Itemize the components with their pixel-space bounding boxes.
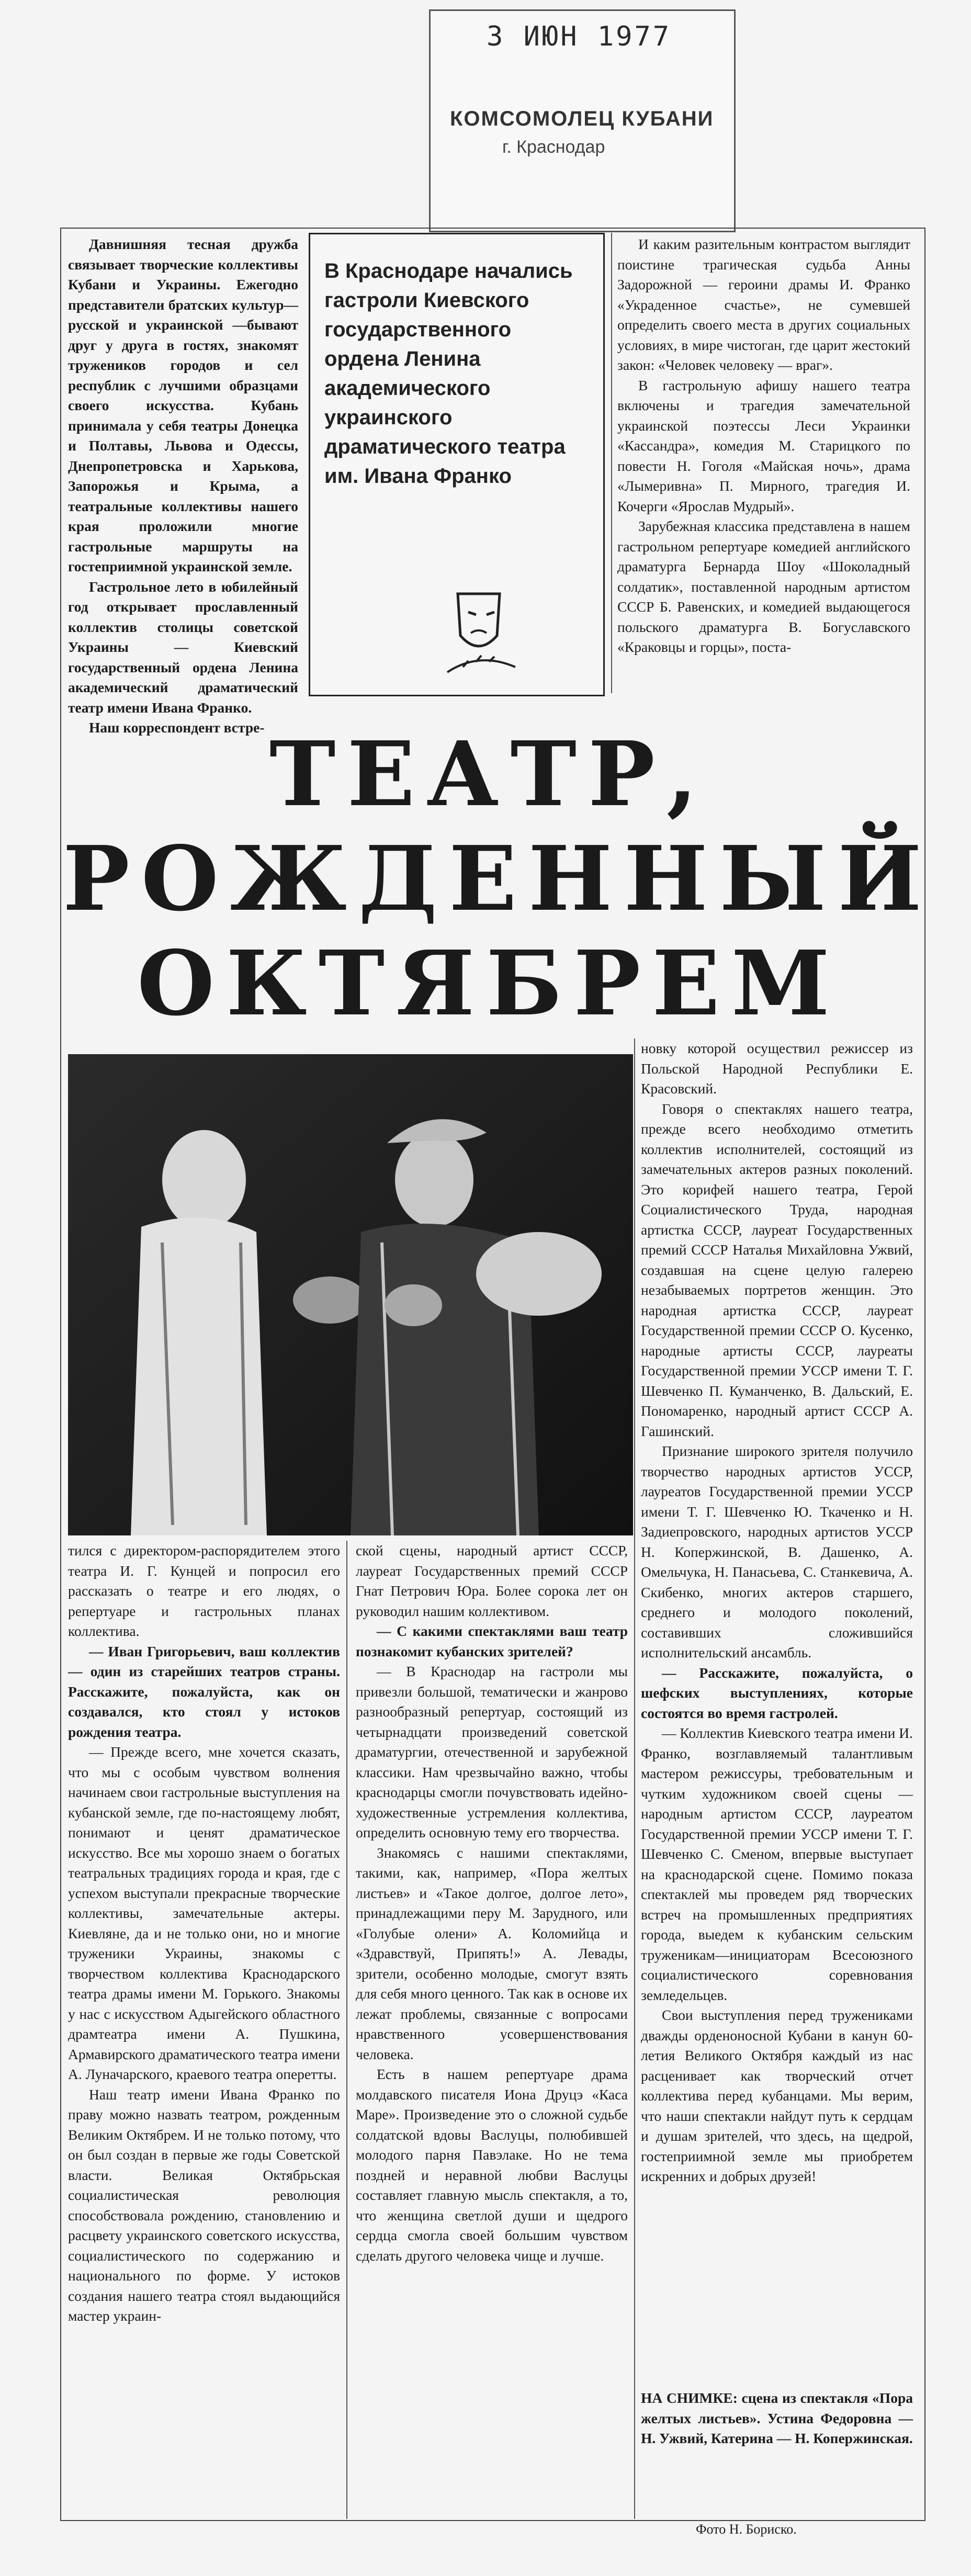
stamp-newspaper-name: КОМСОМОЛЕЦ КУБАНИ	[450, 107, 714, 130]
intro-paragraph: Давнишняя тесная дружба связывает творческие коллективы Кубани и Украины. Ежегодно представители братских культур—русской и украинской —бывают друг у друга в гостях, знакомят тружеников городов и сел республик с лучшими образцами своего искусства. Кубань принимала у себя театры Донецка и Полтавы, Львова и Одессы, Днепропетровска и Харькова, Запорожья и Крыма, а театральные коллективы нашего края проложили многие гастрольные маршруты на гостеприимной украинской земле.	[68, 236, 298, 574]
interview-question: — Иван Григорьевич, ваш коллектив — один из старейших театров страны. Расскажите, пожалуйста, как он создавался, кто стоял у истоков рождения театра.	[68, 1643, 340, 1740]
stamp-date: 3 ИЮН 1977	[487, 21, 672, 52]
headline	[63, 722, 933, 1036]
photo-caption: НА СНИМКЕ: сцена из спектакля «Пора желтых листьев». Устина Федоровна — Н. Ужвий, Катерина — Н. Копержинская.	[641, 2390, 913, 2446]
interview-question: — С какими спектаклями ваш театр познакомит кубанских зрителей?	[356, 1623, 628, 1659]
body-paragraph: — Коллектив Киевского театра имени И. Франко, возглавляемый талантливым мастером режиссуры, требовательным и чутким художником своей сцены — народным артистом СССР, лауреатом Государственной премии УССР имени Т. Г. Шевченко С. Сменом, впервые выступает на краснодарской сцене. Помимо показа спектаклей мы проведем ряд творческих встреч на промышленных предприятиях города, выедем к кубанским сельским труженикам—инициаторам Всесоюзного социалистического соревнования земледельцев.	[641, 1725, 913, 2003]
left-column	[68, 1541, 340, 2326]
body-paragraph: — Прежде всего, мне хочется сказать, что мы с особым чувством волнения начинаем свои гастрольные выступления на кубанской земле, где по-настоящему любят, понимают и ценят драматическое искусство. Все мы хорошо знаем о богатых театральных традициях города и края, где с успехом выступали прекрасные творческие коллективы, замечательные актеры. Киевляне, да и не только они, но и многие труженики Украины, знакомы с творчеством коллектива Краснодарского театра драмы имени М. Горького. Знакомы у нас с искусством Адыгейского областного драмтеатра имени А. Пушкина, Армавирского драматического театра имени А. Луначарского, краевого театра оперетты.	[68, 1744, 340, 2082]
body-paragraph: Зарубежная классика представлена в нашем гастрольном репертуаре комедией английского драматурга Бернарда Шоу «Шоколадный солдатик», поставленной народным артистом СССР Б. Равенских, и комедией выдающегося польского драматурга В. Богуславского «Краковцы и горцы», поста-	[617, 518, 910, 655]
theatre-mask-emblem	[437, 589, 521, 683]
headline-line: ТЕАТР,	[269, 722, 709, 827]
right-column	[641, 1038, 913, 2187]
announcement-heading: В Краснодаре начались гастроли Киевского государственного ордена Ленина академического украинского драматического театра им. Ивана Франко	[324, 259, 573, 488]
column-divider	[634, 1038, 635, 2519]
intro-paragraph: Гастрольное лето в юбилейный год открывает прославленный коллектив столицы советской Украины — Киевский государственный ордена Ленина академический драматический театр имени Ивана Франко.	[68, 578, 298, 716]
body-paragraph: Есть в нашем репертуаре драма молдавского писателя Иона Друцэ «Каса Маре». Произведение это о сложной судьбе солдатской вдовы Васлуцы, полюбившей молодого парня Павэлаке. Но не тема поздней и неравной любви Васлуцы составляет главную мысль спектакля, а то, что женщина светлой души и щедрого сердца смогла своей большим чувством сделать другого человека чище и лучше.	[356, 2066, 628, 2264]
body-paragraph: Свои выступления перед тружениками дважды орденоносной Кубани в канун 60-летия Великого Октября каждый из нас расценивает как творческий отчет коллектива перед кубанцами. Мы верим, что наши спектакли найдут путь к сердцам и душам зрителей, что здесь, на щедрой, гостеприимной земле мы приобретем искренних и добрых друзей!	[641, 2007, 913, 2184]
body-paragraph: В гастрольную афишу нашего театра включены и трагедия замечательной украинской поэтессы Леси Украинки «Кассандра», комедия М. Старицкого по повести Н. Гоголя «Майская ночь», драма «Лымеривна» П. Мирного, трагедия И. Кочерги «Ярослав Мудрый».	[617, 377, 910, 514]
body-paragraph: Признание широкого зрителя получило творчество народных артистов УССР, лауреатов Государственной премии УССР имени Т. Г. Шевченко Ю. Ткаченко и Н. Задиепровского, народных артистов УССР Н. Копержинской, В. Дашенко, А. Омельчука, Н. Панасьева, С. Станкевича, А. Скибенко, многих актеров старшего, среднего и молодого поколений, составивших сложившийся исполнительский ансамбль.	[641, 1443, 913, 1660]
headline-line: ОКТЯБРЕМ	[137, 931, 841, 1036]
body-paragraph: Наш театр имени Ивана Франко по праву можно назвать театром, рожденным Великим Октябрем. И не только потому, что он был создан в первые же годы Советской власти. Великая Октябрьская социалистическая революция способствовала рождению, становлению и расцвету украинского советского искусства, социалистического по содержанию и национального по форме. У истоков создания нашего театра стоял выдающийся мастер украин-	[68, 2086, 340, 2324]
body-paragraph: И каким разительным контрастом выглядит поистине трагическая судьба Анны Задорожной — героини драмы И. Франко «Украденное счастье», не сумевшей определить своего места в других социальных условиях, в мире чистоган, где царит жестокий закон: «Человек человеку — враг».	[617, 236, 910, 373]
body-paragraph: тился с директором-распорядителем этого театра И. Г. Кунцей и попросил его рассказать о театре и его людях, о репертуаре и гастрольных планах коллектива.	[68, 1542, 340, 1639]
scene-photo	[68, 1054, 633, 1535]
body-paragraph: Знакомясь с нашими спектаклями, такими, как, например, «Пора желтых листьев» и «Такое долгое, долгое лето», принадлежащими перу М. Зарудного, или «Голубые олени» А. Коломийца и «Здравствуй, Припять!» А. Левады, зрители, особенно молодые, смогут взять для себя много ценного. Так как в основе их лежат проблемы, связанные с вопросами нравственного усовершенствования человека.	[356, 1844, 628, 2062]
column-divider	[611, 233, 612, 693]
body-paragraph: — В Краснодар на гастроли мы привезли большой, тематически и жанрово разнообразный репертуар, состоящий из четырнадцати произведений советской драматургии, отечественной и зарубежной классики. Нам чрезвычайно важно, чтобы краснодарцы смогли почувствовать идейно-художественные устремления коллектива, определить основную тему его творчества.	[356, 1663, 628, 1840]
headline-line: РОЖДЕННЫЙ	[63, 827, 933, 931]
column-divider	[346, 1541, 347, 2519]
intro-paragraph: Наш корреспондент встре-	[89, 719, 265, 736]
top-right-column	[617, 234, 910, 658]
body-paragraph: новку которой осуществил режиссер из Польской Народной Республики Е. Красовский.	[641, 1040, 913, 1097]
body-paragraph: ской сцены, народный артист СССР, лауреат Государственных премий СССР Гнат Петрович Юра. Более сорока лет он руководил нашим коллективом.	[356, 1542, 628, 1619]
body-paragraph: Говоря о спектаклях нашего театра, прежде всего необходимо отметить коллектив исполнителей, состоящий из замечательных актеров разных поколений. Это корифей нашего театра, Герой Социалистического Труда, народная артистка СССР, лауреат Государственных премий СССР Наталья Михайловна Ужвий, создавшая на сцене целую галерею незабываемых портретов женщин. Это народная артистка СССР, лауреат Государственной премии СССР О. Кусенко, народные артисты СССР, лауреаты Государственной премии УССР имени Т. Г. Шевченко П. Куманченко, В. Дальский, Е. Пономаренко, народный артист СССР А. Гашинский.	[641, 1100, 913, 1439]
middle-column	[356, 1541, 628, 2266]
interview-question: — Расскажите, пожалуйста, о шефских выступлениях, которые состоятся во время гастролей.	[641, 1664, 913, 1721]
stamp-city: г. Краснодар	[502, 137, 605, 157]
photo-credit: Фото Н. Бориско.	[696, 2522, 797, 2537]
intro-column	[68, 234, 298, 738]
